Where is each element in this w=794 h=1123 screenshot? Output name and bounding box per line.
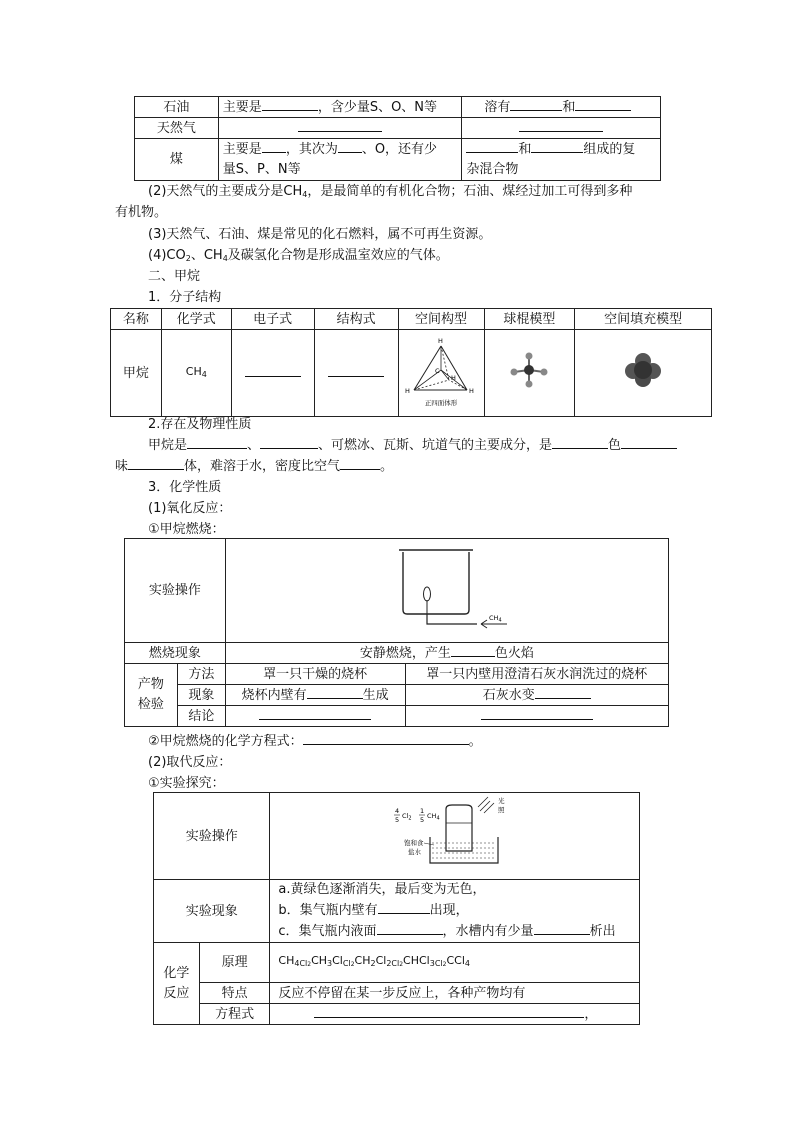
feature-text: 反应不停留在某一步反应上，各种产物均有 (270, 983, 640, 1004)
section-existence: 2.存在及物理性质 (148, 417, 252, 432)
combustion-equation: ②甲烷燃烧的化学方程式： 。 (115, 731, 708, 752)
header-structural: 结构式 (314, 309, 398, 330)
cell-methane-name: 甲烷 (111, 330, 162, 417)
fuel-name-oil: 石油 (135, 97, 219, 118)
subst-phen-label: 实验现象 (154, 880, 270, 943)
existence-line-2: 味 体，难溶于水，密度比空气 。 (115, 456, 675, 477)
cell-electron-formula (231, 330, 314, 417)
fuel-table (134, 96, 661, 181)
atom-h-left: H (405, 387, 410, 395)
cell-ball-stick (484, 330, 575, 417)
reaction-label: 化学 反应 (154, 943, 200, 1025)
substitution-table (153, 792, 640, 1025)
para-natural-gas-cont: 有机物。 (115, 205, 168, 220)
header-electron: 电子式 (231, 309, 314, 330)
observation-limewater: 石灰水变 (405, 685, 668, 706)
combustion-op-label: 实验操作 (125, 539, 226, 643)
fuel-state-oil: 溶有 和 (462, 97, 661, 118)
fuel-name-coal: 煤 (135, 139, 219, 181)
light-label-1: 光 (497, 797, 505, 805)
cell-geometry (398, 330, 484, 417)
fuel-state-coal: 和 组成的复 杂混合物 (462, 139, 661, 181)
beaker-flame-diagram (377, 540, 517, 636)
combustion-phen-label: 燃烧现象 (125, 643, 226, 664)
combustion-op-figure (225, 539, 668, 643)
oxidation-title: (1)氧化反应： (148, 501, 232, 516)
svg-text:5: 5 (394, 816, 399, 824)
substitution-title: (2)取代反应： (148, 755, 232, 770)
header-formula: 化学式 (161, 309, 231, 330)
para-fossil-fuels: (3)天然气、石油、煤是常见的化石燃料，属不可再生资源。 (148, 227, 492, 242)
header-geometry: 空间构型 (398, 309, 484, 330)
equation-blank: ， (270, 1004, 640, 1025)
fuel-comp-oil: 主要是 ，含少量S、O、N等 (218, 97, 462, 118)
subst-phen-text: a.黄绿色逐渐消失，最后变为无色， b．集气瓶内壁有 出现， c．集气瓶内液面 ，水槽内有少量 析出 (270, 880, 640, 943)
atom-h-right: H (469, 387, 474, 395)
fuel-comp-gas (218, 118, 462, 139)
frac-ch4: $CH_4$ (426, 812, 440, 822)
gas-ch4-label: $CH_4$ (488, 613, 502, 623)
fuel-name-gas: 天然气 (135, 118, 219, 139)
conclusion-dry (225, 706, 405, 727)
existence-line-1: 甲烷是 、 、可燃冰、瓦斯、坑道气的主要成分，是 色 (115, 435, 708, 456)
chlorination-apparatus-diagram (390, 793, 520, 873)
svg-text:5: 5 (419, 816, 424, 824)
method-limewater-beaker: 罩一只内壁用澄清石灰水润洗过的烧杯 (405, 664, 668, 685)
combustion-table (124, 538, 669, 727)
svg-text:1: 1 (419, 807, 424, 815)
fuel-state-gas (462, 118, 661, 139)
fuel-comp-coal: 主要是 ，其次为 、O，还有少 量S、P、N等 (218, 139, 462, 181)
atom-h-top: H (438, 337, 443, 345)
cell-structural-formula (314, 330, 398, 417)
equation-label: 方程式 (199, 1004, 270, 1025)
frac-cl2: $Cl_2$ (401, 812, 412, 822)
tetrahedron-diagram (401, 330, 481, 410)
conclusion-label: 结论 (177, 706, 225, 727)
brine-label-2: 盐水 (407, 848, 421, 856)
cell-methane-formula: $CH_4$ (161, 330, 231, 417)
header-ball-stick: 球棍模型 (484, 309, 575, 330)
subst-op-label: 实验操作 (154, 793, 270, 880)
principle-label: 原理 (199, 943, 270, 983)
combustion-title: ①甲烷燃烧： (148, 522, 225, 537)
combustion-phen-text: 安静燃烧，产生 色火焰 (225, 643, 668, 664)
product-test-label: 产物 检验 (125, 664, 178, 727)
method-label: 方法 (177, 664, 225, 685)
feature-label: 特点 (199, 983, 270, 1004)
section-chemical-properties: 3．化学性质 (148, 480, 222, 495)
space-filling-model-icon (623, 352, 663, 388)
conclusion-limewater (405, 706, 668, 727)
method-dry-beaker: 罩一只干燥的烧杯 (225, 664, 405, 685)
atom-c: C (435, 367, 440, 375)
structure-table (110, 308, 712, 417)
section-molecular-structure: 1．分子结构 (148, 290, 222, 305)
observation-label: 现象 (177, 685, 225, 706)
para-greenhouse: $(4)CO_2$、$CH_4$及碳氢化合物是形成温室效应的气体。 (148, 248, 449, 263)
header-space-fill: 空间填充模型 (575, 309, 712, 330)
observation-dry: 烧杯内壁有 生成 (225, 685, 405, 706)
cell-space-fill (575, 330, 712, 417)
header-name: 名称 (111, 309, 162, 330)
subst-op-figure (270, 793, 640, 880)
ball-stick-model-icon (504, 350, 554, 390)
principle-chain: $CH_{4Cl2}CH_3Cl_{Cl2}CH_2Cl_{2Cl2}CHCl_{3Cl2}CCl_4$ (270, 943, 640, 983)
brine-label-1: 饱和食 (403, 839, 424, 847)
experiment-explore-title: ①实验探究： (148, 776, 225, 791)
tetrahedron-caption: 正四面体形 (424, 399, 458, 407)
light-label-2: 照 (497, 806, 505, 814)
atom-h-back: H (451, 374, 456, 382)
svg-text:4: 4 (394, 807, 399, 815)
section-methane: 二、甲烷 (148, 269, 201, 284)
para-natural-gas: (2)天然气的主要成分是$CH_4$，是最简单的有机化合物；石油、煤经过加工可得到多种 (148, 184, 633, 199)
